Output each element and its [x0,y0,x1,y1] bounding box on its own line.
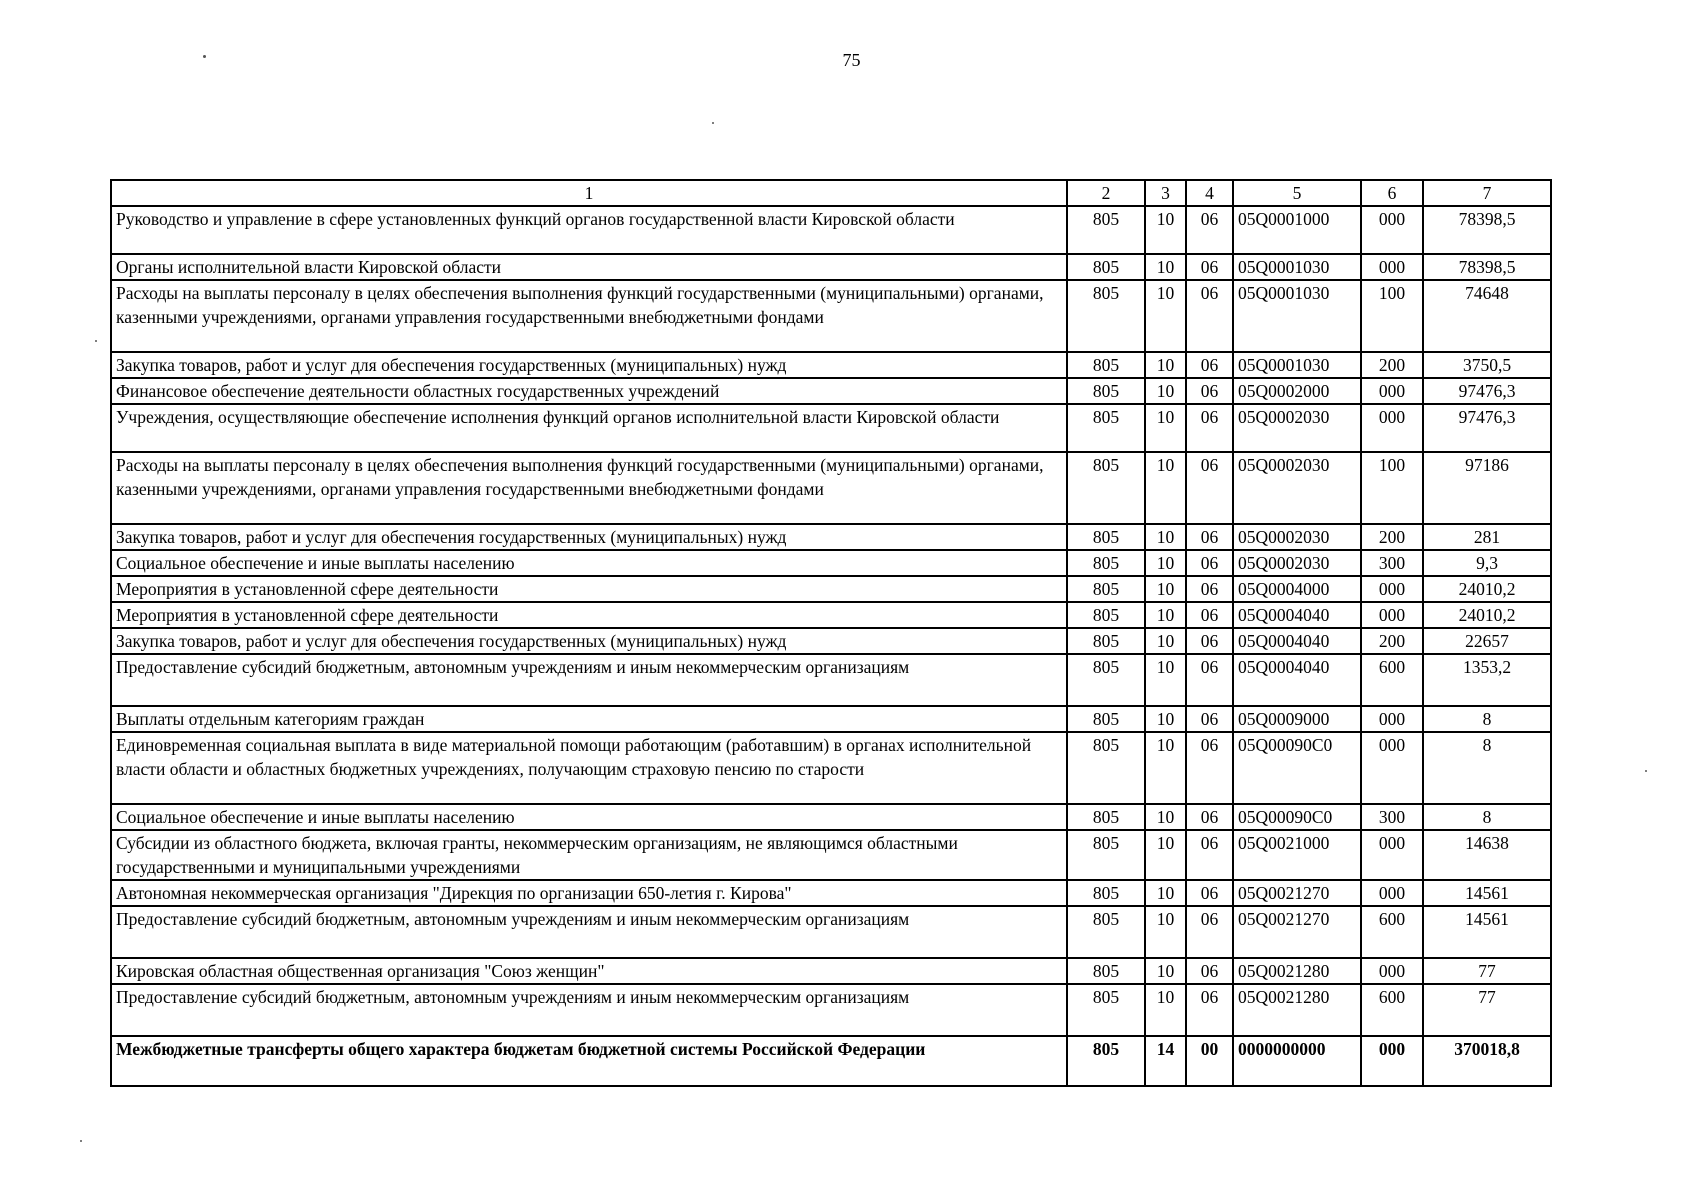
row-amount: 97476,3 [1423,378,1551,404]
row-code-section: 10 [1145,404,1186,452]
row-name: Закупка товаров, работ и услуг для обеспечения государственных (муниципальных) нужд [111,524,1067,550]
table-row [111,830,1551,880]
row-amount: 8 [1423,732,1551,804]
row-code-section: 10 [1145,880,1186,906]
row-code-subsection: 06 [1186,452,1233,524]
scan-speck [203,55,206,58]
row-code-ministry: 805 [1067,958,1145,984]
row-code-section: 10 [1145,830,1186,880]
row-amount: 14561 [1423,906,1551,958]
row-amount: 97186 [1423,452,1551,524]
row-name: Межбюджетные трансферты общего характера бюджетам бюджетной системы Российской Федерации [111,1036,1067,1086]
row-code-ministry: 805 [1067,352,1145,378]
row-code-section: 10 [1145,732,1186,804]
row-name: Предоставление субсидий бюджетным, автономным учреждениям и иным некоммерческим организациям [111,654,1067,706]
row-expense-type: 300 [1361,804,1423,830]
row-expense-type: 000 [1361,404,1423,452]
row-code-ministry: 805 [1067,830,1145,880]
row-amount: 281 [1423,524,1551,550]
row-code-section: 10 [1145,524,1186,550]
row-amount: 97476,3 [1423,404,1551,452]
table-row [111,452,1551,524]
row-target-article: 05Q0004040 [1233,628,1361,654]
row-code-subsection: 06 [1186,378,1233,404]
row-target-article: 05Q0021270 [1233,906,1361,958]
table-row [111,524,1551,550]
row-target-article: 05Q0004000 [1233,576,1361,602]
row-code-subsection: 06 [1186,628,1233,654]
row-target-article: 0000000000 [1233,1036,1361,1086]
row-code-section: 10 [1145,958,1186,984]
row-amount: 24010,2 [1423,576,1551,602]
row-code-ministry: 805 [1067,984,1145,1036]
row-code-subsection: 06 [1186,602,1233,628]
row-expense-type: 000 [1361,830,1423,880]
header-col-2: 2 [1067,180,1145,206]
scan-speck [80,1140,82,1142]
table-row [111,628,1551,654]
row-name: Социальное обеспечение и иные выплаты населению [111,550,1067,576]
row-code-ministry: 805 [1067,576,1145,602]
row-amount: 8 [1423,706,1551,732]
row-code-subsection: 06 [1186,550,1233,576]
row-amount: 14561 [1423,880,1551,906]
row-code-subsection: 06 [1186,280,1233,352]
row-code-section: 10 [1145,280,1186,352]
row-amount: 77 [1423,958,1551,984]
table-row [111,984,1551,1036]
row-code-subsection: 06 [1186,732,1233,804]
table-row [111,550,1551,576]
row-code-ministry: 805 [1067,378,1145,404]
table-row [111,280,1551,352]
row-code-ministry: 805 [1067,880,1145,906]
budget-table [110,179,1552,1087]
row-expense-type: 000 [1361,732,1423,804]
row-expense-type: 000 [1361,206,1423,254]
row-code-subsection: 06 [1186,880,1233,906]
row-expense-type: 200 [1361,352,1423,378]
header-col-7: 7 [1423,180,1551,206]
row-code-section: 10 [1145,378,1186,404]
header-col-3: 3 [1145,180,1186,206]
row-amount: 14638 [1423,830,1551,880]
row-amount: 77 [1423,984,1551,1036]
row-name: Закупка товаров, работ и услуг для обеспечения государственных (муниципальных) нужд [111,352,1067,378]
header-col-1: 1 [111,180,1067,206]
row-target-article: 05Q0002000 [1233,378,1361,404]
row-name: Кировская областная общественная организация "Союз женщин" [111,958,1067,984]
row-expense-type: 100 [1361,280,1423,352]
row-expense-type: 000 [1361,958,1423,984]
row-amount: 74648 [1423,280,1551,352]
row-code-subsection: 06 [1186,352,1233,378]
row-amount: 1353,2 [1423,654,1551,706]
row-code-section: 10 [1145,706,1186,732]
scan-speck [95,340,97,342]
row-amount: 78398,5 [1423,254,1551,280]
row-target-article: 05Q0002030 [1233,452,1361,524]
row-code-subsection: 00 [1186,1036,1233,1086]
header-row [111,180,1551,206]
row-code-section: 10 [1145,206,1186,254]
row-code-ministry: 805 [1067,804,1145,830]
table-row [111,602,1551,628]
row-expense-type: 000 [1361,576,1423,602]
table-row [111,906,1551,958]
table-row [111,352,1551,378]
row-target-article: 05Q0002030 [1233,524,1361,550]
row-target-article: 05Q0021280 [1233,958,1361,984]
row-target-article: 05Q0021280 [1233,984,1361,1036]
scan-speck [712,122,714,124]
table-row [111,880,1551,906]
row-code-ministry: 805 [1067,602,1145,628]
row-amount: 370018,8 [1423,1036,1551,1086]
row-code-ministry: 805 [1067,404,1145,452]
row-name: Расходы на выплаты персоналу в целях обеспечения выполнения функций государственными (муниципальными) органами, казенными учреждениями, органами управления государственными внебюджетными фондами [111,452,1067,524]
row-target-article: 05Q00090C0 [1233,804,1361,830]
table-row [111,804,1551,830]
row-target-article: 05Q0009000 [1233,706,1361,732]
row-code-section: 10 [1145,576,1186,602]
row-code-subsection: 06 [1186,206,1233,254]
row-code-section: 10 [1145,984,1186,1036]
row-name: Учреждения, осуществляющие обеспечение исполнения функций органов исполнительной власти Кировской области [111,404,1067,452]
row-expense-type: 200 [1361,524,1423,550]
table-row [111,1036,1551,1086]
row-code-section: 10 [1145,804,1186,830]
row-code-ministry: 805 [1067,628,1145,654]
row-name: Единовременная социальная выплата в виде материальной помощи работающим (работавшим) в органах исполнительной власти области и областных бюджетных учреждениях, получающим страховую пенсию по старости [111,732,1067,804]
row-name: Субсидии из областного бюджета, включая гранты, некоммерческим организациям, не являющимся областными государственными и муниципальными учреждениями [111,830,1067,880]
row-expense-type: 600 [1361,654,1423,706]
row-name: Закупка товаров, работ и услуг для обеспечения государственных (муниципальных) нужд [111,628,1067,654]
table-row [111,732,1551,804]
row-name: Руководство и управление в сфере установленных функций органов государственной власти Кировской области [111,206,1067,254]
row-name: Мероприятия в установленной сфере деятельности [111,602,1067,628]
row-code-ministry: 805 [1067,206,1145,254]
row-name: Автономная некоммерческая организация "Дирекция по организации 650-летия г. Кирова" [111,880,1067,906]
row-amount: 22657 [1423,628,1551,654]
row-code-subsection: 06 [1186,906,1233,958]
table-row [111,206,1551,254]
table-row [111,254,1551,280]
row-target-article: 05Q0001030 [1233,280,1361,352]
table-row [111,706,1551,732]
row-expense-type: 200 [1361,628,1423,654]
table-body [111,206,1551,1086]
page-number: 75 [842,50,861,70]
row-code-subsection: 06 [1186,524,1233,550]
row-name: Мероприятия в установленной сфере деятельности [111,576,1067,602]
header-col-5: 5 [1233,180,1361,206]
row-amount: 3750,5 [1423,352,1551,378]
row-code-subsection: 06 [1186,706,1233,732]
row-name: Органы исполнительной власти Кировской области [111,254,1067,280]
row-expense-type: 600 [1361,984,1423,1036]
row-target-article: 05Q00090C0 [1233,732,1361,804]
row-expense-type: 600 [1361,906,1423,958]
table-row [111,378,1551,404]
row-code-ministry: 805 [1067,732,1145,804]
row-code-ministry: 805 [1067,1036,1145,1086]
row-amount: 8 [1423,804,1551,830]
table-row [111,654,1551,706]
row-name: Расходы на выплаты персоналу в целях обеспечения выполнения функций государственными (муниципальными) органами, казенными учреждениями, органами управления государственными внебюджетными фондами [111,280,1067,352]
row-code-subsection: 06 [1186,254,1233,280]
row-expense-type: 000 [1361,706,1423,732]
row-code-section: 10 [1145,452,1186,524]
row-expense-type: 000 [1361,254,1423,280]
row-code-section: 14 [1145,1036,1186,1086]
row-name: Предоставление субсидий бюджетным, автономным учреждениям и иным некоммерческим организациям [111,984,1067,1036]
row-amount: 9,3 [1423,550,1551,576]
row-code-section: 10 [1145,602,1186,628]
table-row [111,958,1551,984]
table-row [111,576,1551,602]
row-code-subsection: 06 [1186,576,1233,602]
row-name: Социальное обеспечение и иные выплаты населению [111,804,1067,830]
row-code-section: 10 [1145,906,1186,958]
row-target-article: 05Q0004040 [1233,654,1361,706]
row-code-ministry: 805 [1067,452,1145,524]
row-code-ministry: 805 [1067,706,1145,732]
table-row [111,404,1551,452]
row-target-article: 05Q0021270 [1233,880,1361,906]
row-expense-type: 000 [1361,1036,1423,1086]
row-code-ministry: 805 [1067,550,1145,576]
row-target-article: 05Q0002030 [1233,550,1361,576]
row-target-article: 05Q0001030 [1233,254,1361,280]
row-code-subsection: 06 [1186,958,1233,984]
scan-speck [1645,770,1647,772]
row-code-section: 10 [1145,654,1186,706]
header-col-4: 4 [1186,180,1233,206]
row-code-subsection: 06 [1186,804,1233,830]
row-target-article: 05Q0004040 [1233,602,1361,628]
row-name: Предоставление субсидий бюджетным, автономным учреждениям и иным некоммерческим организациям [111,906,1067,958]
row-code-ministry: 805 [1067,280,1145,352]
row-code-section: 10 [1145,352,1186,378]
row-expense-type: 300 [1361,550,1423,576]
row-expense-type: 000 [1361,378,1423,404]
row-code-ministry: 805 [1067,654,1145,706]
row-code-subsection: 06 [1186,654,1233,706]
row-amount: 24010,2 [1423,602,1551,628]
row-code-subsection: 06 [1186,830,1233,880]
row-code-section: 10 [1145,254,1186,280]
row-target-article: 05Q0021000 [1233,830,1361,880]
row-target-article: 05Q0001000 [1233,206,1361,254]
row-name: Финансовое обеспечение деятельности областных государственных учреждений [111,378,1067,404]
row-expense-type: 000 [1361,880,1423,906]
row-code-ministry: 805 [1067,524,1145,550]
header-col-6: 6 [1361,180,1423,206]
row-amount: 78398,5 [1423,206,1551,254]
row-code-ministry: 805 [1067,254,1145,280]
row-target-article: 05Q0002030 [1233,404,1361,452]
row-code-section: 10 [1145,550,1186,576]
row-expense-type: 000 [1361,602,1423,628]
row-code-section: 10 [1145,628,1186,654]
row-expense-type: 100 [1361,452,1423,524]
row-code-ministry: 805 [1067,906,1145,958]
row-code-subsection: 06 [1186,404,1233,452]
row-code-subsection: 06 [1186,984,1233,1036]
row-name: Выплаты отдельным категориям граждан [111,706,1067,732]
row-target-article: 05Q0001030 [1233,352,1361,378]
